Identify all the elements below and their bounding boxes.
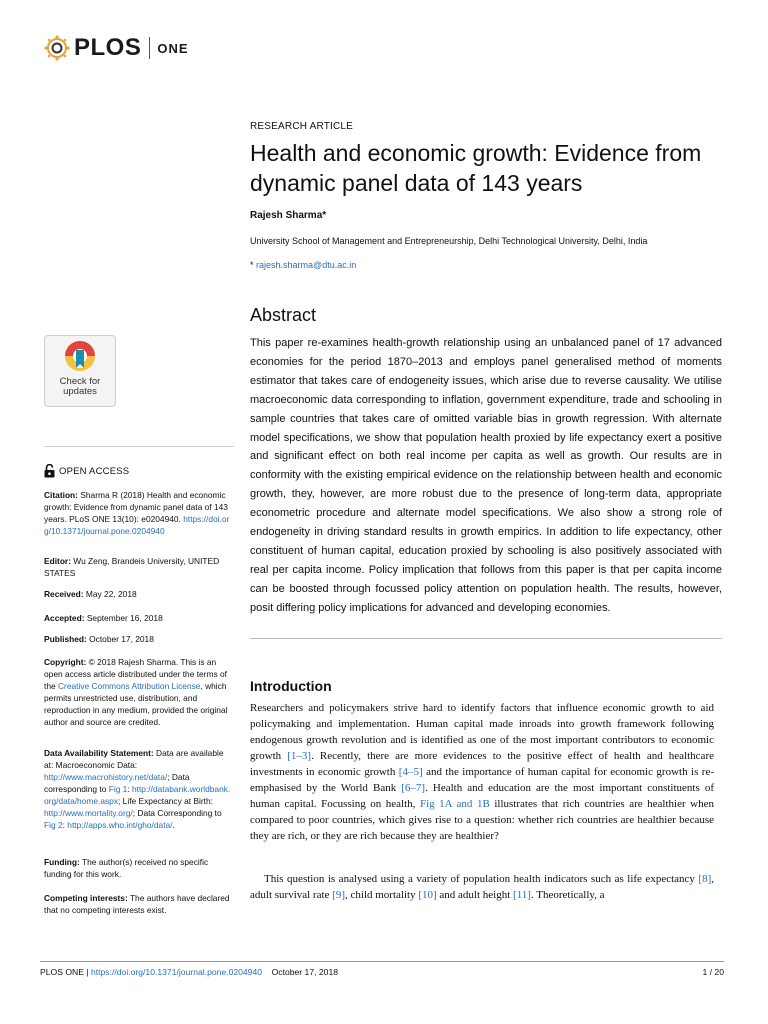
open-access-indicator (44, 464, 129, 478)
journal-name: ONE (157, 40, 189, 56)
citation-label: Citation: (44, 490, 78, 500)
fig2-link[interactable]: Fig 2 (44, 820, 63, 830)
citation-link[interactable]: [1–3] (287, 750, 312, 762)
sidebar-divider (44, 446, 234, 447)
open-lock-icon (44, 464, 55, 478)
text-run: , adult survival rate (250, 873, 714, 901)
copyright-block (44, 656, 234, 728)
email-mark: * (250, 260, 254, 270)
page-footer (40, 967, 724, 977)
affiliation: University School of Management and Entrepreneurship, Delhi Technological University, Delhi, India (250, 236, 648, 246)
text-run: . Recently, there are more evidences to the positive effect of health and healthcare investments in economic growth (250, 750, 714, 778)
copyright-text: , which permits unrestricted use, distribution, and reproduction in any medium, provided the original author and source are credited. (44, 681, 228, 727)
citation-doi-link[interactable]: https://doi.org/10.1371/journal.pone.0204940 (44, 514, 230, 536)
citation-link[interactable]: [6–7] (401, 782, 426, 794)
accepted-label: Accepted: (44, 613, 85, 623)
intro-paragraph-1 (250, 700, 714, 844)
citation-link[interactable]: [8] (698, 873, 712, 885)
footer-date: October 17, 2018 (271, 967, 339, 977)
published-date: October 17, 2018 (86, 634, 154, 644)
received-label: Received: (44, 589, 84, 599)
data-text: . (172, 820, 175, 830)
email-link[interactable]: rajesh.sharma@dtu.ac.in (256, 260, 357, 270)
intro-paragraph-2 (250, 871, 714, 903)
text-run: and adult height (436, 889, 514, 901)
data-text: ; Data Corresponding to (132, 808, 222, 818)
footer-divider (40, 961, 724, 962)
data-text: : (127, 784, 132, 794)
page-number: 1 / 20 (702, 967, 724, 977)
published-block (44, 633, 234, 645)
funding-label: Funding: (44, 857, 80, 867)
text-run: and the importance of human capital for economic growth is re-emphasised by the World Bank (250, 766, 714, 794)
open-access-label: OPEN ACCESS (59, 465, 130, 477)
citation-link[interactable]: [9] (332, 889, 345, 901)
logo-divider (149, 37, 150, 59)
editor-block (44, 555, 234, 579)
competing-interests-text: The authors have declared that no competing interests exist. (44, 893, 230, 915)
received-date: May 22, 2018 (83, 589, 137, 599)
funding-text: The author(s) received no specific funding for this work. (44, 857, 209, 879)
check-updates-line-2: updates (63, 386, 97, 397)
article-title: Health and economic growth: Evidence from dynamic panel data of 143 years (250, 140, 702, 196)
text-run: . Health and education are the most important constituents of human capital. Focussing on health, (250, 782, 714, 810)
author-name-text: Rajesh Sharma (250, 210, 323, 221)
data-text: ; Life Expectancy at Birth: (118, 796, 213, 806)
editor-text: Wu Zeng, Brandeis University, UNITED STATES (44, 556, 220, 578)
citation-link[interactable]: [4–5] (398, 766, 423, 778)
license-link[interactable]: Creative Commons Attribution License (57, 681, 201, 691)
author-name[interactable] (250, 210, 326, 221)
figure-link[interactable]: Fig 1A and 1B (419, 798, 490, 810)
citation-text: Sharma R (2018) Health and economic growth: Evidence from dynamic panel data of 143 years. PLoS ONE 13(10): e0204940. (44, 490, 228, 524)
corresponding-mark: * (322, 210, 327, 221)
article-type: RESEARCH ARTICLE (250, 121, 354, 132)
brand-name: PLOS (74, 34, 142, 61)
text-run: . Theoretically, a (530, 889, 605, 901)
check-updates-icon (45, 336, 115, 376)
introduction-heading: Introduction (250, 678, 332, 694)
plos-one-logo[interactable] (44, 34, 189, 62)
footer-journal: PLOS ONE (40, 967, 84, 977)
editor-label: Editor: (44, 556, 71, 566)
data-text: ; Data corresponding to (44, 772, 190, 794)
macrohistory-link[interactable]: http://www.macrohistory.net/data/ (44, 772, 168, 782)
check-updates-line-1: Check for (59, 376, 101, 387)
text-run: Researchers and policymakers strive hard to identify factors that influence economic growth to aid policymaking and implementation. Human capital made inroads into growth framework following endogenous growth revolution and is identified as one of the most important contributors to economic growth (250, 702, 714, 762)
text-run: illustrates that rich countries are healthier when compared to poor countries, which gives rise to a question: whether rich countries are healthier because they are rich, or they are rich because they are healthier? (250, 798, 715, 842)
copyright-label: Copyright: (44, 657, 87, 667)
competing-interests-label: Competing interests: (44, 893, 128, 903)
data-availability-label: Data Availability Statement: (44, 748, 154, 758)
received-block (44, 588, 234, 600)
copyright-text: © 2018 Rajesh Sharma. This is an open access article distributed under the terms of the (44, 657, 227, 691)
footer-divider-text: | (83, 967, 91, 977)
data-text: Data are available at: Macroeconomic Data: (44, 748, 224, 770)
accepted-date: September 16, 2018 (84, 613, 163, 623)
text-run: , child mortality (345, 889, 419, 901)
mortality-link[interactable]: http://www.mortality.org/ (44, 808, 133, 818)
abstract-text: This paper re-examines health-growth relationship using an unbalanced panel of 17 advanced economies for the period 1870–2013 and employs panel generalised method of moments estimator that takes care of endogeneity issues, which arise due to reverse causality. We utilise macroeconomic data corresponding to inflation, government expenditure, trade and schooling in sample countries that takes care of omitted variable bias in growth regression. With alternate model specifications, we show that population health proxied by life expectancy exert a positive and significant effect on both real income per capita as well as growth. Our results are in conformity with the existing empirical evidence on the relationship between health and economic growth, they, however, are more robust due to the presence of long-term data, appropriate econometric procedure and alternate model specifications. We also show a strong role of endogeneity in driving standard results in growth empirics. In addition to life expectancy, other constituent of human capital, education proxied by schooling is also positively associated with real per capita income. Policy implication that follows from this paper is that per capita income can be boosted through focussed policy attention on population health. The results, however, posit differing policy implications for advanced and developing economies. (250, 337, 722, 614)
citation-block (44, 489, 234, 537)
worldbank-link[interactable]: http://databank.worldbank.org/data/home.aspx (44, 784, 231, 806)
corresponding-email-line (250, 260, 356, 270)
who-link[interactable]: http://apps.who.int/gho/data/ (67, 820, 173, 830)
fig1-link[interactable]: Fig 1 (108, 784, 128, 794)
abstract-heading: Abstract (250, 305, 317, 325)
footer-doi-link[interactable]: https://doi.org/10.1371/journal.pone.0204940 (90, 967, 263, 977)
plos-logo-icon (44, 35, 70, 61)
citation-link[interactable]: [11] (513, 889, 531, 901)
abstract-divider (250, 638, 722, 639)
check-updates-label (44, 377, 116, 397)
text-run: This question is analysed using a variety of population health indicators such as life expectancy (264, 873, 699, 885)
funding-block (44, 856, 234, 880)
data-text: : (62, 820, 68, 830)
competing-interests-block (44, 892, 234, 916)
citation-link[interactable]: [10] (418, 889, 437, 901)
accepted-block (44, 612, 234, 624)
data-availability-block (44, 747, 234, 831)
published-label: Published: (44, 634, 87, 644)
